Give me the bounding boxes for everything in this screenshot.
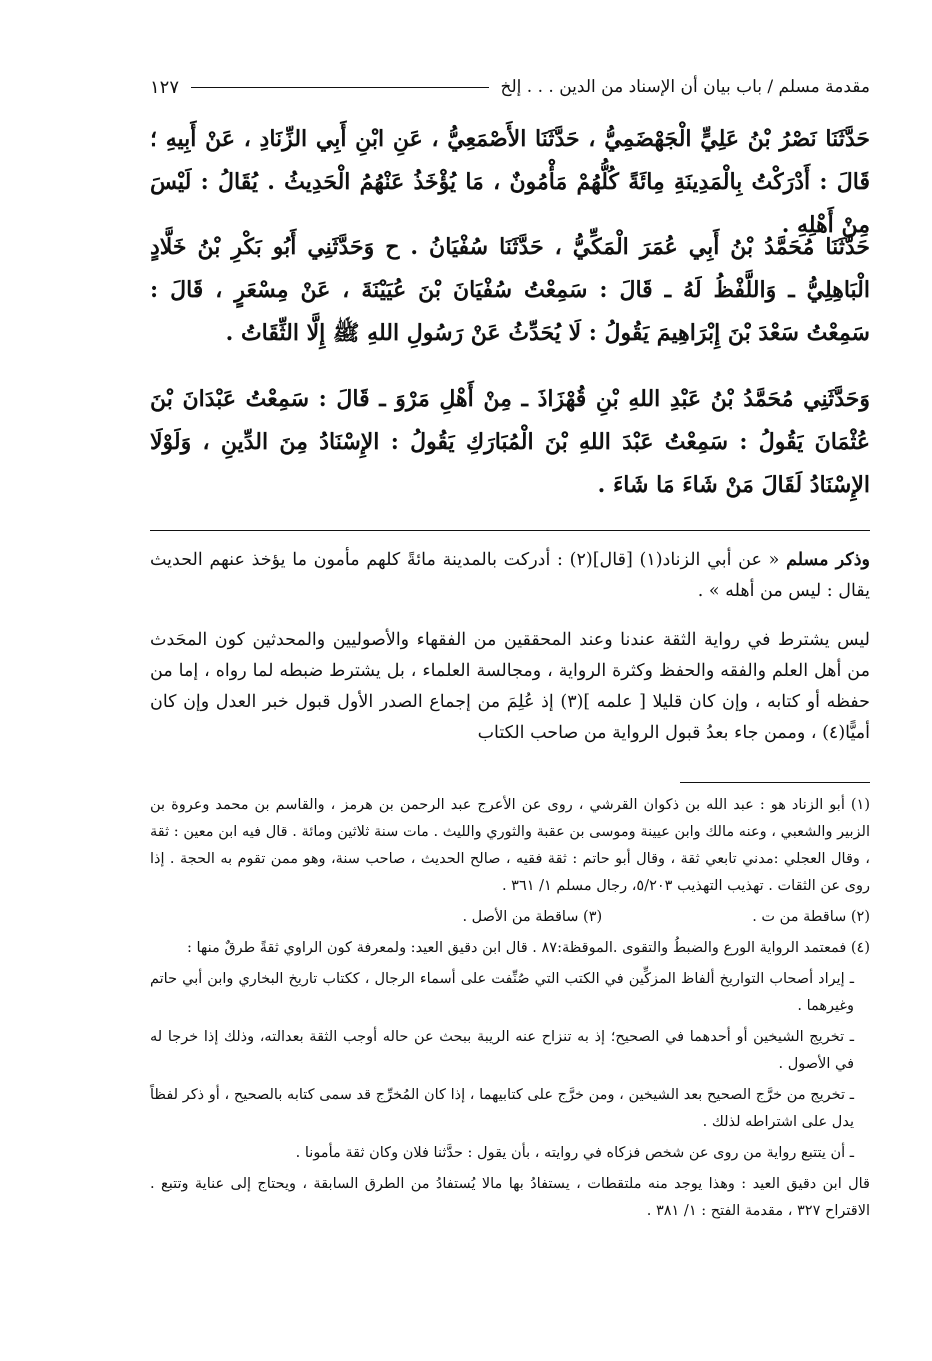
commentary-lead: وذكر مسلم (786, 550, 870, 570)
hadith-paragraph-2: حَدَّثَنَا مُحَمَّدُ بْنُ أَبِي عُمَرَ الْمَكِّيُّ ، حَدَّثَنَا سُفْيَانُ . ح وَحَدَّثَنِي أَبُو بَكْرِ بْنُ خَلَّادٍ الْبَاهِلِيُّ ـ وَاللَّفْظُ لَهُ ـ قَالَ : سَمِعْتُ سُفْيَانَ بْنَ عُيَيْنَةَ ، عَنْ مِسْعَرٍ ، قَالَ : سَمِعْتُ سَعْدَ بْنَ إِبْرَاهِيمَ يَقُولُ : لَا يُحَدِّثُ عَنْ رَسُولِ اللهِ ﷺ إِلَّا الثِّقَاتُ . (150, 234, 870, 346)
hadith-paragraph-3: وَحَدَّثَنِي مُحَمَّدُ بْنُ عَبْدِ اللهِ بْنِ قُهْزَاذَ ـ مِنْ أَهْلِ مَرْوَ ـ قَالَ : سَمِعْتُ عَبْدَانَ بْنَ عُثْمَانَ يَقُولُ : سَمِعْتُ عَبْدَ اللهِ بْنَ الْمُبَارَكِ يَقُولُ : الإِسْنَادُ مِنَ الدِّينِ ، وَلَوْلَا الإِسْنَادُ لَقَالَ مَنْ شَاءَ مَا شَاءَ . (150, 386, 870, 498)
commentary-quote: « عن أبي الزناد(١) [قال](٢) : أدركت بالمدينة مائةً كلهم مأمون ما يؤخذ عنهم الحديث يقال : ليس من أهله » . (150, 550, 870, 601)
footnotes (150, 792, 870, 1229)
footnote-4-item-2: ـ تخريج الشيخين أو أحدهما في الصحيح؛ إذ به تنزاح عنه الريبة ببحث عن حاله أوجب الثقة بعدالته، وذلك إذا خرجا له في الأصول . (150, 1029, 854, 1072)
footnote-4-tail: قال ابن دقيق العيد : وهذا يوجد منه ملتقطات ، يستفادُ بها مالا يُستفادُ من الطرق السابقة ، ويحتاج إلى عناية وتتبع . الاقتراح ٣٢٧ ، مقدمة الفتح : ١/ ٣٨١ . (150, 1176, 870, 1219)
page-number: ١٢٧ (150, 76, 180, 98)
footnote-1: (١) أبو الزناد هو : عبد الله بن ذكوان القرشي ، روى عن الأعرج عبد الرحمن بن هرمز ، والقاسم بن محمد وعروة بن الزبير والشعبي ، وعنه مالك وابن عيينة وموسى بن عقبة والثوري والليث . مات سنة ثلاثين ومائة . قال فيه ابن معين : ثقة ، وقال العجلي :مدني تابعي ثقة ، وقال أبو حاتم : ثقة فقيه ، صالح الحديث ، صاحب سنة، وهو ممن تقوم به الحجة . إذا روى عن الثقات . تهذيب التهذيب ٥/٢٠٣، رجال مسلم ١/ ٣٦١ . (150, 797, 870, 894)
commentary-paragraph-2: ليس يشترط في رواية الثقة عندنا وعند المحققين من الفقهاء والأصوليين والمحدثين كون المحَدث من أهل العلم والفقه والحفظ وكثرة الرواية ، ومجالسة العلماء ، بل يشترط ضبطه لما رواه ، إما من حفظه أو كتابه ، وإن كان قليلا [ علمه ](٣) إذ عُلِمَ من إجماع الصدر الأول قبول خبر العدل وإن كان أميًّا(٤) ، وممن جاء بعدُ قبول الرواية من صاحب الكتاب (150, 630, 870, 743)
text-commentary-divider (150, 530, 870, 531)
footnote-4-item-3: ـ تخريج من خرَّج الصحيح بعد الشيخين ، ومن خرَّج على كتابيهما ، إذا كان المُخرِّج قد سمى كتابه بالصحيح ، أو ذكر لفظاً يدل على اشتراطه لذلك . (150, 1087, 854, 1130)
footnote-2: (٢) ساقطة من ت . (752, 909, 870, 925)
hadith-paragraph-1: حَدَّثَنَا نَصْرُ بْنُ عَلِيٍّ الْجَهْضَمِيُّ ، حَدَّثَنَا الأَصْمَعِيُّ ، عَنِ ابْنِ أَبِي الزِّنَادِ ، عَنْ أَبِيهِ ؛ قَالَ : أَدْرَكْتُ بِالْمَدِينَةِ مِائَةً كُلُّهُمْ مَأْمُونٌ ، مَا يُؤْخَذُ عَنْهُمُ الْحَدِيثُ . يُقَالُ : لَيْسَ مِنْ أَهْلِهِ . (150, 126, 870, 238)
running-header (150, 70, 870, 104)
header-rule (191, 87, 489, 88)
header-title: مقدمة مسلم / باب بيان أن الإسناد من الدين . . . إلخ (500, 77, 870, 97)
footnote-4-item-1: ـ إيراد أصحاب التواريخ ألفاظ المزكِّين في الكتب التي صُنِّفت على أسماء الرجال ، ككتاب تاريخ البخاري وابن أبي حاتم وغيرهما . (150, 971, 854, 1014)
footnote-divider (680, 782, 870, 783)
footnote-3: (٣) ساقطة من الأصل . (462, 909, 603, 925)
footnote-4-item-4: ـ أن يتتبع رواية من روى عن شخص فزكاه في روايته ، بأن يقول : حدَّثنا فلان وكان ثقة مأمونا . (295, 1145, 854, 1161)
footnote-4: (٤) فمعتمد الرواية الورع والضبطُ والتقوى .الموقظة:٨٧ . قال ابن دقيق العيد: ولمعرفة كون الراوي ثقةً طرقٌ منها : (186, 940, 870, 956)
footnote-row-2-3 (150, 904, 870, 931)
commentary-paragraph-1 (150, 545, 870, 607)
